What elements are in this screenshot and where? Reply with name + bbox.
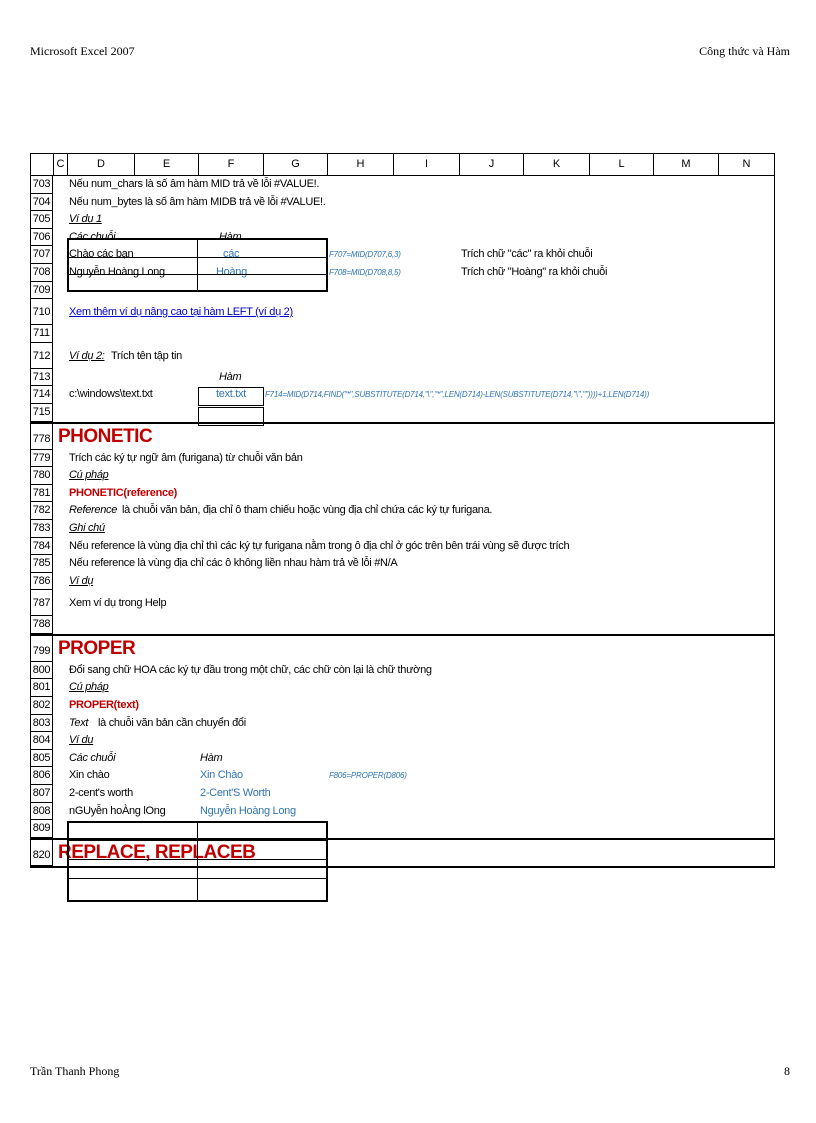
- row-712: [31, 343, 774, 369]
- cell-text: Ví dụ: [69, 574, 94, 587]
- row-number: 788: [31, 616, 53, 634]
- row-number: 801: [31, 679, 53, 697]
- cell-text: Trích tên tập tin: [111, 349, 182, 362]
- syntax: PROPER(text): [69, 699, 139, 712]
- col-header-c[interactable]: C: [53, 154, 67, 175]
- cell-text: Ghi chú: [69, 521, 105, 534]
- cell-text: Đổi sang chữ HOA các ký tự đầu trong một chữ, các chữ còn lại là chữ thường: [69, 663, 432, 676]
- row-707: [31, 246, 774, 264]
- table-rule: [197, 238, 198, 292]
- row-786: [31, 573, 774, 591]
- param-name: Reference: [69, 504, 118, 517]
- row-715: [31, 404, 774, 422]
- col-header-f[interactable]: F: [198, 154, 263, 175]
- formula-note: F714=MID(D714,FIND("*",SUBSTITUTE(D714,"\","*",LEN(D714)-LEN(SUBSTITUTE(D714,"\",""))))+1,LEN(D714)): [265, 390, 650, 400]
- page-header-right: Công thức và Hàm: [699, 44, 790, 58]
- row-782: [31, 502, 774, 520]
- table-rule: [197, 821, 198, 902]
- row-number: 803: [31, 715, 53, 733]
- cell-text: Chào các bạn: [69, 248, 134, 261]
- cell-text: Xin chào: [69, 769, 110, 782]
- cell-text: 2-cent's worth: [69, 787, 133, 800]
- row-number: 808: [31, 803, 53, 821]
- row-number: 707: [31, 246, 53, 264]
- cell-result: text.txt: [216, 388, 246, 401]
- row-804: [31, 732, 774, 750]
- row-number: 805: [31, 750, 53, 768]
- row-785: [31, 555, 774, 573]
- col-header-h[interactable]: H: [327, 154, 393, 175]
- row-number: 786: [31, 573, 53, 591]
- cell-text: Nếu reference là vùng địa chỉ các ô không liền nhau hàm trả về lỗi #N/A: [69, 557, 398, 570]
- col-header-i[interactable]: I: [393, 154, 459, 175]
- row-number: 706: [31, 229, 53, 247]
- param-desc: là chuỗi văn bản cần chuyển đổi: [98, 716, 246, 729]
- row-820: [31, 838, 774, 868]
- row-808: [31, 803, 774, 821]
- cell-text: Hàm: [200, 751, 223, 764]
- cell-text: Ví dụ 2:: [69, 349, 105, 362]
- cell-text: Ví dụ: [69, 734, 94, 747]
- row-number: 782: [31, 502, 53, 520]
- row-703: [31, 176, 774, 194]
- page-number: 8: [784, 1064, 790, 1078]
- row-803: [31, 715, 774, 733]
- example2-result-box: [198, 407, 264, 426]
- row-784: [31, 538, 774, 556]
- cell-text: Xem ví dụ trong Help: [69, 597, 167, 610]
- row-708: [31, 264, 774, 282]
- row-704: [31, 194, 774, 212]
- page-footer-author: Trần Thanh Phong: [30, 1064, 120, 1078]
- cell-text: Trích các ký tự ngữ âm (furigana) từ chuỗi văn bản: [69, 451, 303, 464]
- row-780: [31, 467, 774, 485]
- row-787: [31, 590, 774, 616]
- col-header-l[interactable]: L: [589, 154, 653, 175]
- row-806: [31, 767, 774, 785]
- row-805: [31, 750, 774, 768]
- row-800: [31, 662, 774, 680]
- row-809: [31, 820, 774, 838]
- row-801: [31, 679, 774, 697]
- row-number: 809: [31, 820, 53, 838]
- formula-note: F707=MID(D707,6,3): [329, 250, 401, 260]
- row-807: [31, 785, 774, 803]
- cell-result: Hoàng: [216, 265, 247, 278]
- row-779: [31, 450, 774, 468]
- row-number: 802: [31, 697, 53, 715]
- row-number: 800: [31, 662, 53, 680]
- col-header-k[interactable]: K: [523, 154, 589, 175]
- row-number: 714: [31, 386, 53, 404]
- row-706: [31, 229, 774, 247]
- row-778: [31, 422, 774, 450]
- row-number: 804: [31, 732, 53, 750]
- column-header-row: [31, 154, 774, 176]
- cell-text: nGUyễn hoÀng lOng: [69, 804, 166, 817]
- row-number: 778: [31, 424, 53, 450]
- row-709: [31, 282, 774, 300]
- col-header-m[interactable]: M: [653, 154, 718, 175]
- row-number: 705: [31, 211, 53, 229]
- function-title: REPLACE, REPLACEB: [58, 841, 256, 863]
- cell-text: Hàm: [219, 230, 242, 243]
- row-number: 703: [31, 176, 53, 194]
- row-710: [31, 299, 774, 325]
- col-header-e[interactable]: E: [134, 154, 198, 175]
- row-number: 785: [31, 555, 53, 573]
- cell-text: Nguyễn Hoàng Long: [69, 265, 165, 278]
- row-714: [31, 386, 774, 404]
- function-title: PHONETIC: [58, 425, 153, 447]
- spreadsheet: [30, 153, 775, 868]
- row-number: 781: [31, 485, 53, 503]
- col-header-d[interactable]: D: [67, 154, 134, 175]
- cell-text: Cú pháp: [69, 469, 109, 482]
- formula-note: F708=MID(D708,8,5): [329, 267, 401, 277]
- cell-note: Trích chữ "Hoàng" ra khỏi chuỗi: [461, 265, 608, 278]
- cell-text: c:\windows\text.txt: [69, 388, 153, 401]
- row-713: [31, 369, 774, 387]
- row-number: 711: [31, 325, 53, 343]
- cell-text: Hàm: [219, 370, 242, 383]
- row-number: 715: [31, 404, 53, 422]
- cell-text: Nếu reference là vùng địa chỉ thì các ký tự furigana nằm trong ô địa chỉ ở góc trên bên trái vùng sẽ được trích: [69, 539, 570, 552]
- see-more-link[interactable]: Xem thêm ví dụ nâng cao tại hàm LEFT (ví dụ 2): [69, 306, 293, 319]
- row-783: [31, 520, 774, 538]
- cell-note: Trích chữ "các" ra khỏi chuỗi: [461, 248, 593, 261]
- function-title: PROPER: [58, 637, 136, 659]
- syntax: PHONETIC(reference): [69, 486, 177, 499]
- row-788: [31, 616, 774, 634]
- row-number: 807: [31, 785, 53, 803]
- param-desc: là chuỗi văn bản, địa chỉ ô tham chiếu hoặc vùng địa chỉ chứa các ký tự furigana.: [122, 504, 493, 517]
- row-705: [31, 211, 774, 229]
- cell-result: các: [223, 248, 240, 261]
- row-number: 779: [31, 450, 53, 468]
- row-number: 704: [31, 194, 53, 212]
- row-number: 784: [31, 538, 53, 556]
- cell-text: Nếu num_bytes là số âm hàm MIDB trả về lỗi #VALUE!.: [69, 195, 326, 208]
- row-number: 710: [31, 299, 53, 325]
- cell-text: Cú pháp: [69, 681, 109, 694]
- cell-text: Ví dụ 1: [69, 213, 102, 226]
- param-name: Text: [69, 716, 89, 729]
- row-802: [31, 697, 774, 715]
- row-number: 709: [31, 282, 53, 300]
- cell-text: Nếu num_chars là số âm hàm MID trả về lỗi #VALUE!.: [69, 178, 320, 190]
- col-header-n[interactable]: N: [718, 154, 774, 175]
- row-number: 780: [31, 467, 53, 485]
- row-number: 799: [31, 636, 53, 662]
- row-711: [31, 325, 774, 343]
- row-number: 787: [31, 590, 53, 616]
- cell-result: Nguyễn Hoàng Long: [200, 804, 296, 817]
- cell-result: 2-Cent'S Worth: [200, 787, 271, 800]
- cell-text: Các chuỗi: [69, 751, 116, 764]
- page-header-left: Microsoft Excel 2007: [30, 44, 135, 58]
- formula-note: F806=PROPER(D806): [329, 771, 407, 781]
- row-781: [31, 485, 774, 503]
- row-number: 806: [31, 767, 53, 785]
- col-header-g[interactable]: G: [263, 154, 327, 175]
- row-number: 820: [31, 840, 53, 866]
- row-number: 708: [31, 264, 53, 282]
- row-number: 783: [31, 520, 53, 538]
- row-799: [31, 634, 774, 662]
- cell-result: Xin Chào: [200, 769, 243, 782]
- cell-text: Các chuỗi: [69, 230, 116, 243]
- col-header-j[interactable]: J: [459, 154, 523, 175]
- row-number: 713: [31, 369, 53, 387]
- row-number: 712: [31, 343, 53, 369]
- example2-header-box: [198, 387, 264, 406]
